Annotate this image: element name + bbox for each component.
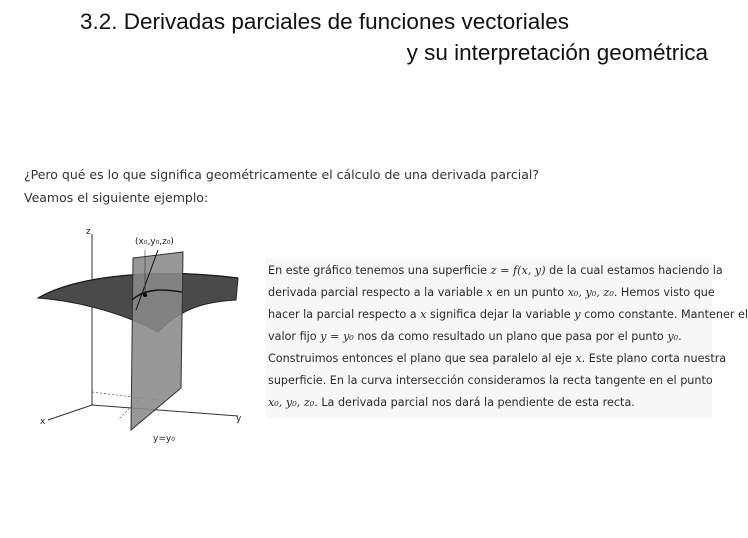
slide-title (28, 6, 708, 68)
text-fragment: de la cual estamos haciendo la (545, 264, 723, 277)
explanation-box (266, 258, 748, 418)
z-axis-label: z (86, 227, 91, 237)
plane-label: y=y₀ (153, 434, 175, 444)
x-axis-label: x (40, 417, 46, 427)
slide-title-line-1: 3.2. Derivadas parciales de funciones vectoriales (80, 9, 570, 34)
y-axis-label: y (236, 414, 242, 424)
text-fragment: . Este plano corta nuestra (581, 352, 727, 365)
text-fragment: En este gráfico tenemos una superficie (268, 264, 491, 277)
point-coordinates: x₀, y₀, z₀ (268, 396, 315, 409)
y-axis-line (92, 405, 238, 416)
text-fragment: como constante. Mantener el (580, 308, 748, 321)
slide-title-line-2: y su interpretación geométrica (406, 40, 708, 65)
text-fragment: hacer la parcial respecto a (268, 308, 421, 321)
point-coordinate: y₀ (667, 330, 679, 343)
text-fragment: derivada parcial respecto a la variable (268, 286, 487, 299)
explanation-line-4 (268, 326, 710, 348)
explanation-line-3 (268, 304, 748, 326)
variable-x: x (486, 286, 493, 299)
intro-example: Veamos el siguiente ejemplo: (24, 190, 209, 205)
text-fragment: . Hemos visto que (613, 286, 715, 299)
intro-question: ¿Pero qué es lo que significa geométricamente el cálculo de una derivada parcial? (24, 167, 539, 182)
explanation-line-1 (268, 260, 723, 282)
equation-surface: z = f(x, y) (490, 264, 546, 277)
text-fragment: valor fijo (268, 330, 321, 343)
text-fragment: Construimos entonces el plano que sea paralelo al eje (268, 352, 576, 365)
text-fragment: significa dejar la variable (426, 308, 575, 321)
equation-plane: y = y₀ (320, 330, 354, 343)
variable-y: y (574, 308, 581, 321)
variable-x: x (420, 308, 427, 321)
variable-x: x (575, 352, 582, 365)
text-fragment: nos da como resultado un plano que pasa por el punto (353, 330, 668, 343)
explanation-line-2 (268, 282, 715, 304)
explanation-line-7 (268, 392, 710, 414)
partial-derivative-figure (28, 220, 268, 450)
text-fragment: en un punto (492, 286, 568, 299)
x-axis-line (48, 405, 92, 420)
point-coordinates: x₀, y₀, z₀ (567, 286, 614, 299)
vertical-plane (131, 252, 183, 430)
explanation-line-6: superficie. En la curva intersección consideramos la recta tangente en el punto (268, 374, 713, 387)
explanation-line-5 (268, 348, 727, 370)
text-fragment: . La derivada parcial nos dará la pendiente de esta recta. (314, 396, 635, 409)
point-label: (x₀,y₀,z₀) (135, 237, 174, 247)
text-fragment: . (678, 330, 682, 343)
intro-text (24, 163, 539, 209)
